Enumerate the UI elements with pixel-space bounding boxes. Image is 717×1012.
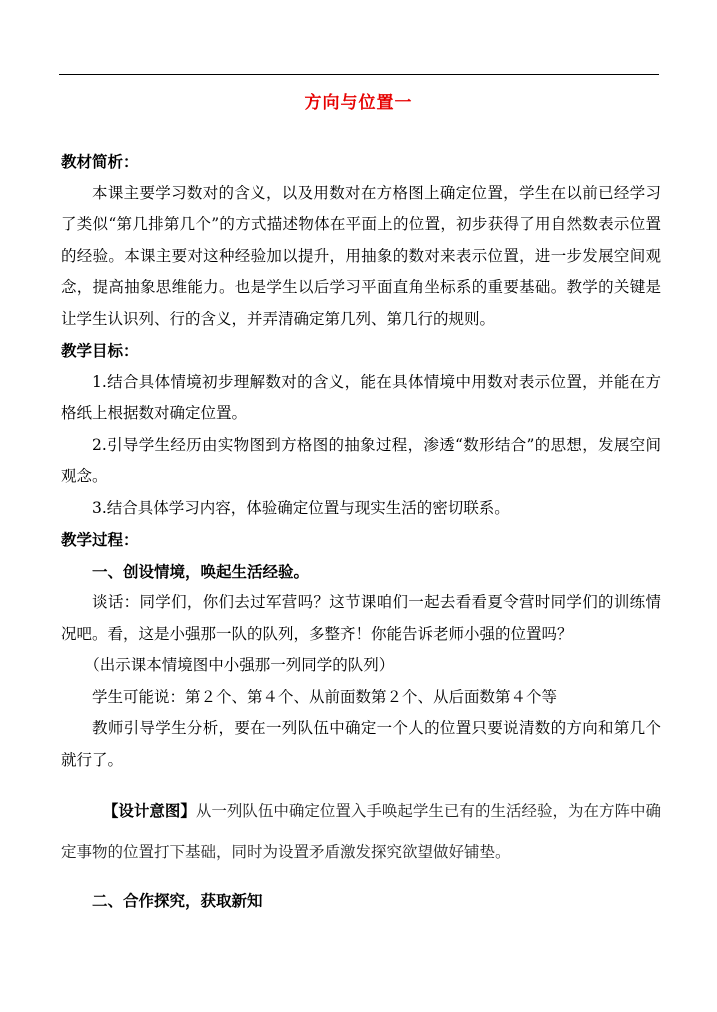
document-body <box>61 146 661 917</box>
goals-heading: 教学目标： <box>61 341 139 360</box>
document-title: 方向与位置一 <box>304 93 413 113</box>
show-paragraph: （出示课本情境图中小强那一列同学的队列） <box>84 656 395 674</box>
design-intent-text: 从一列队伍中确定位置入手唤起学生已有的生活经验，为在方阵中确定事物的位置打下基础，同时为设置矛盾激发探究欲望做好铺垫。 <box>61 802 661 861</box>
goal-item-3: 3.结合具体学习内容，体验确定位置与现实生活的密切联系。 <box>92 498 510 517</box>
analysis-heading: 教材简析： <box>61 152 139 171</box>
step-1-heading: 一、创设情境，唤起生活经验。 <box>92 561 310 581</box>
goal-item-1: 1.结合具体情境初步理解数对的含义，能在具体情境中用数对表示位置，并能在方格纸上根据数对确定位置。 <box>61 372 661 422</box>
process-heading: 教学过程： <box>61 530 139 549</box>
teacher-paragraph: 教师引导学生分析，要在一列队伍中确定一个人的位置只要说清数的方向和第几个就行了。 <box>61 719 661 769</box>
talk-paragraph: 谈话：同学们，你们去过军营吗？这节课咱们一起去看看夏令营时同学们的训练情况吧。看，这是小强那一队的队列，多整齐！你能告诉老师小强的位置吗？ <box>61 593 661 643</box>
analysis-paragraph: 本课主要学习数对的含义，以及用数对在方格图上确定位置，学生在以前已经学习了类似“第几排第几个”的方式描述物体在平面上的位置，初步获得了用自然数表示位置的经验。本课主要对这种经验加以提升，用抽象的数对来表示位置，进一步发展空间观念，提高抽象思维能力。也是学生以后学习平面直角坐标系的重要基础。教学的关键是让学生认识列、行的含义，并弄清确定第几列、第几行的规则。 <box>61 183 661 328</box>
design-intent-paragraph <box>61 790 661 873</box>
header-rule <box>59 74 659 75</box>
students-paragraph: 学生可能说：第２个、第４个、从前面数第２个、从后面数第４个等 <box>92 687 558 706</box>
design-intent-tag: 【设计意图】 <box>102 801 196 820</box>
goal-item-2: 2.引导学生经历由实物图到方格图的抽象过程，渗透“数形结合”的思想，发展空间观念。 <box>61 435 661 485</box>
step-2-heading: 二、合作探究，获取新知 <box>92 891 263 910</box>
